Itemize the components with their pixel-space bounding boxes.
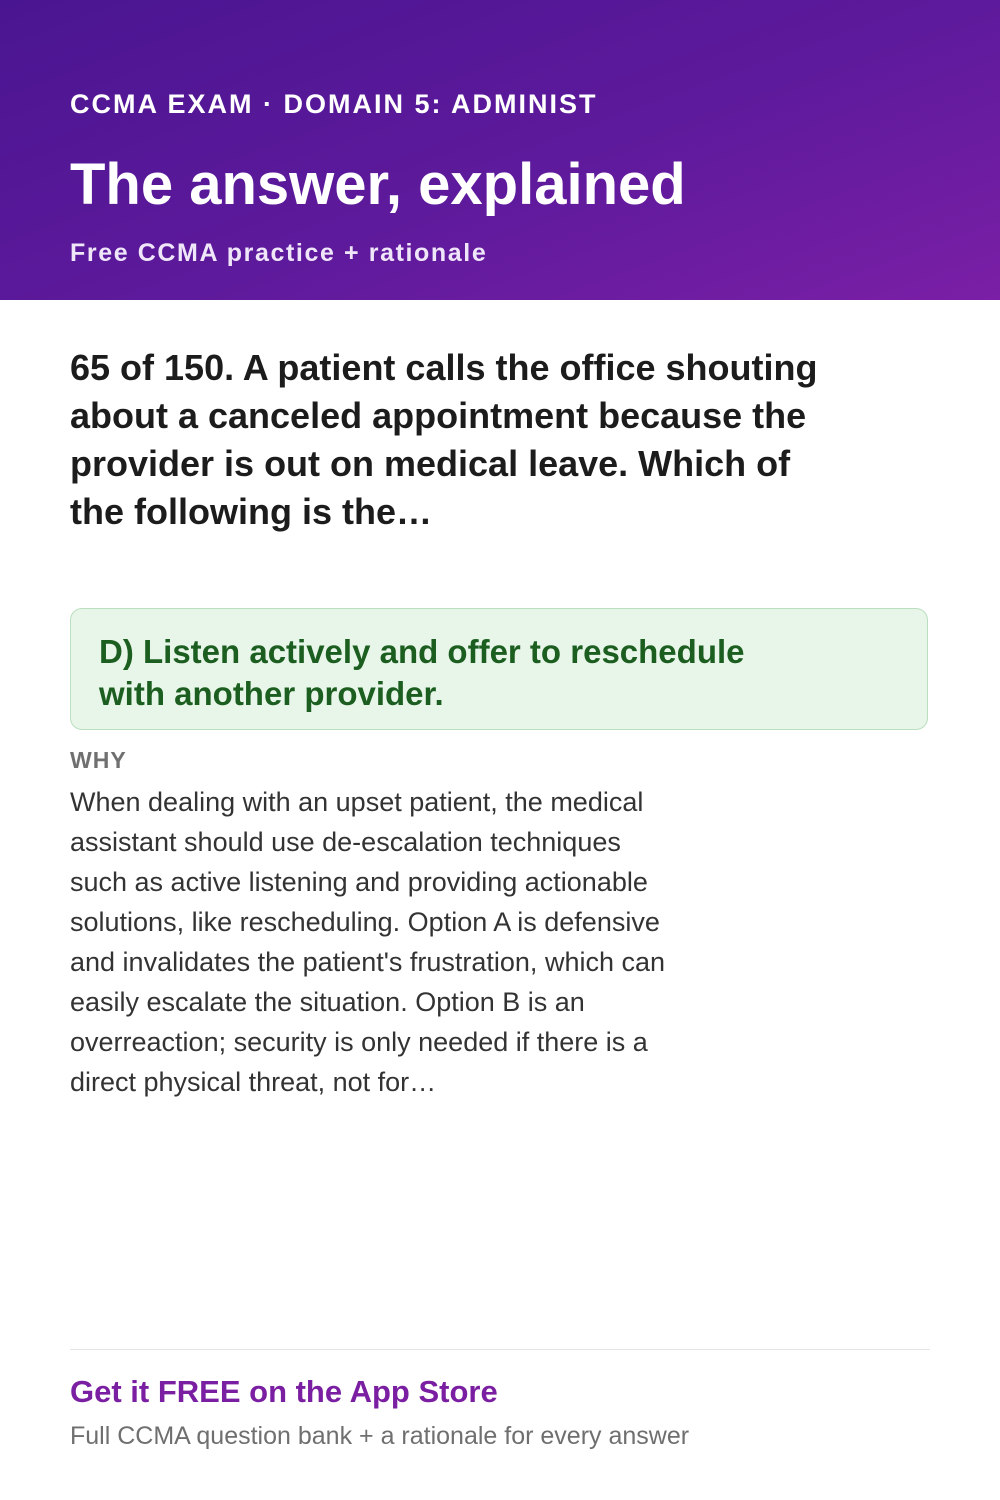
app-store-cta-link[interactable]: Get it FREE on the App Store bbox=[70, 1374, 498, 1409]
page-title: The answer, explained bbox=[70, 152, 686, 217]
correct-answer-card bbox=[70, 608, 928, 730]
page-subtitle: Free CCMA practice + rationale bbox=[70, 239, 488, 267]
app-store-cta-subtext: Full CCMA question bank + a rationale for every answer bbox=[70, 1422, 690, 1450]
header-banner bbox=[0, 0, 1000, 300]
correct-answer-text: D) Listen actively and offer to reschedule with another provider. bbox=[99, 633, 745, 712]
footer-divider bbox=[70, 1349, 930, 1350]
exam-domain-label: CCMA EXAM · DOMAIN 5: ADMINIST bbox=[70, 89, 598, 119]
rationale-label: WHY bbox=[70, 747, 127, 773]
question-text: 65 of 150. A patient calls the office shouting about a canceled appointment because the provider is out on medical leave. Which of the following is the… bbox=[70, 347, 818, 532]
rationale-text: When dealing with an upset patient, the medical assistant should use de-escalation techniques such as active listening and providing actionable solutions, like rescheduling. Option A is defensive and invalidates the patient's frustration, which can easily escalate the situation. Option B is an overreaction; security is only needed if there is a direct physical threat, not for… bbox=[70, 787, 666, 1097]
